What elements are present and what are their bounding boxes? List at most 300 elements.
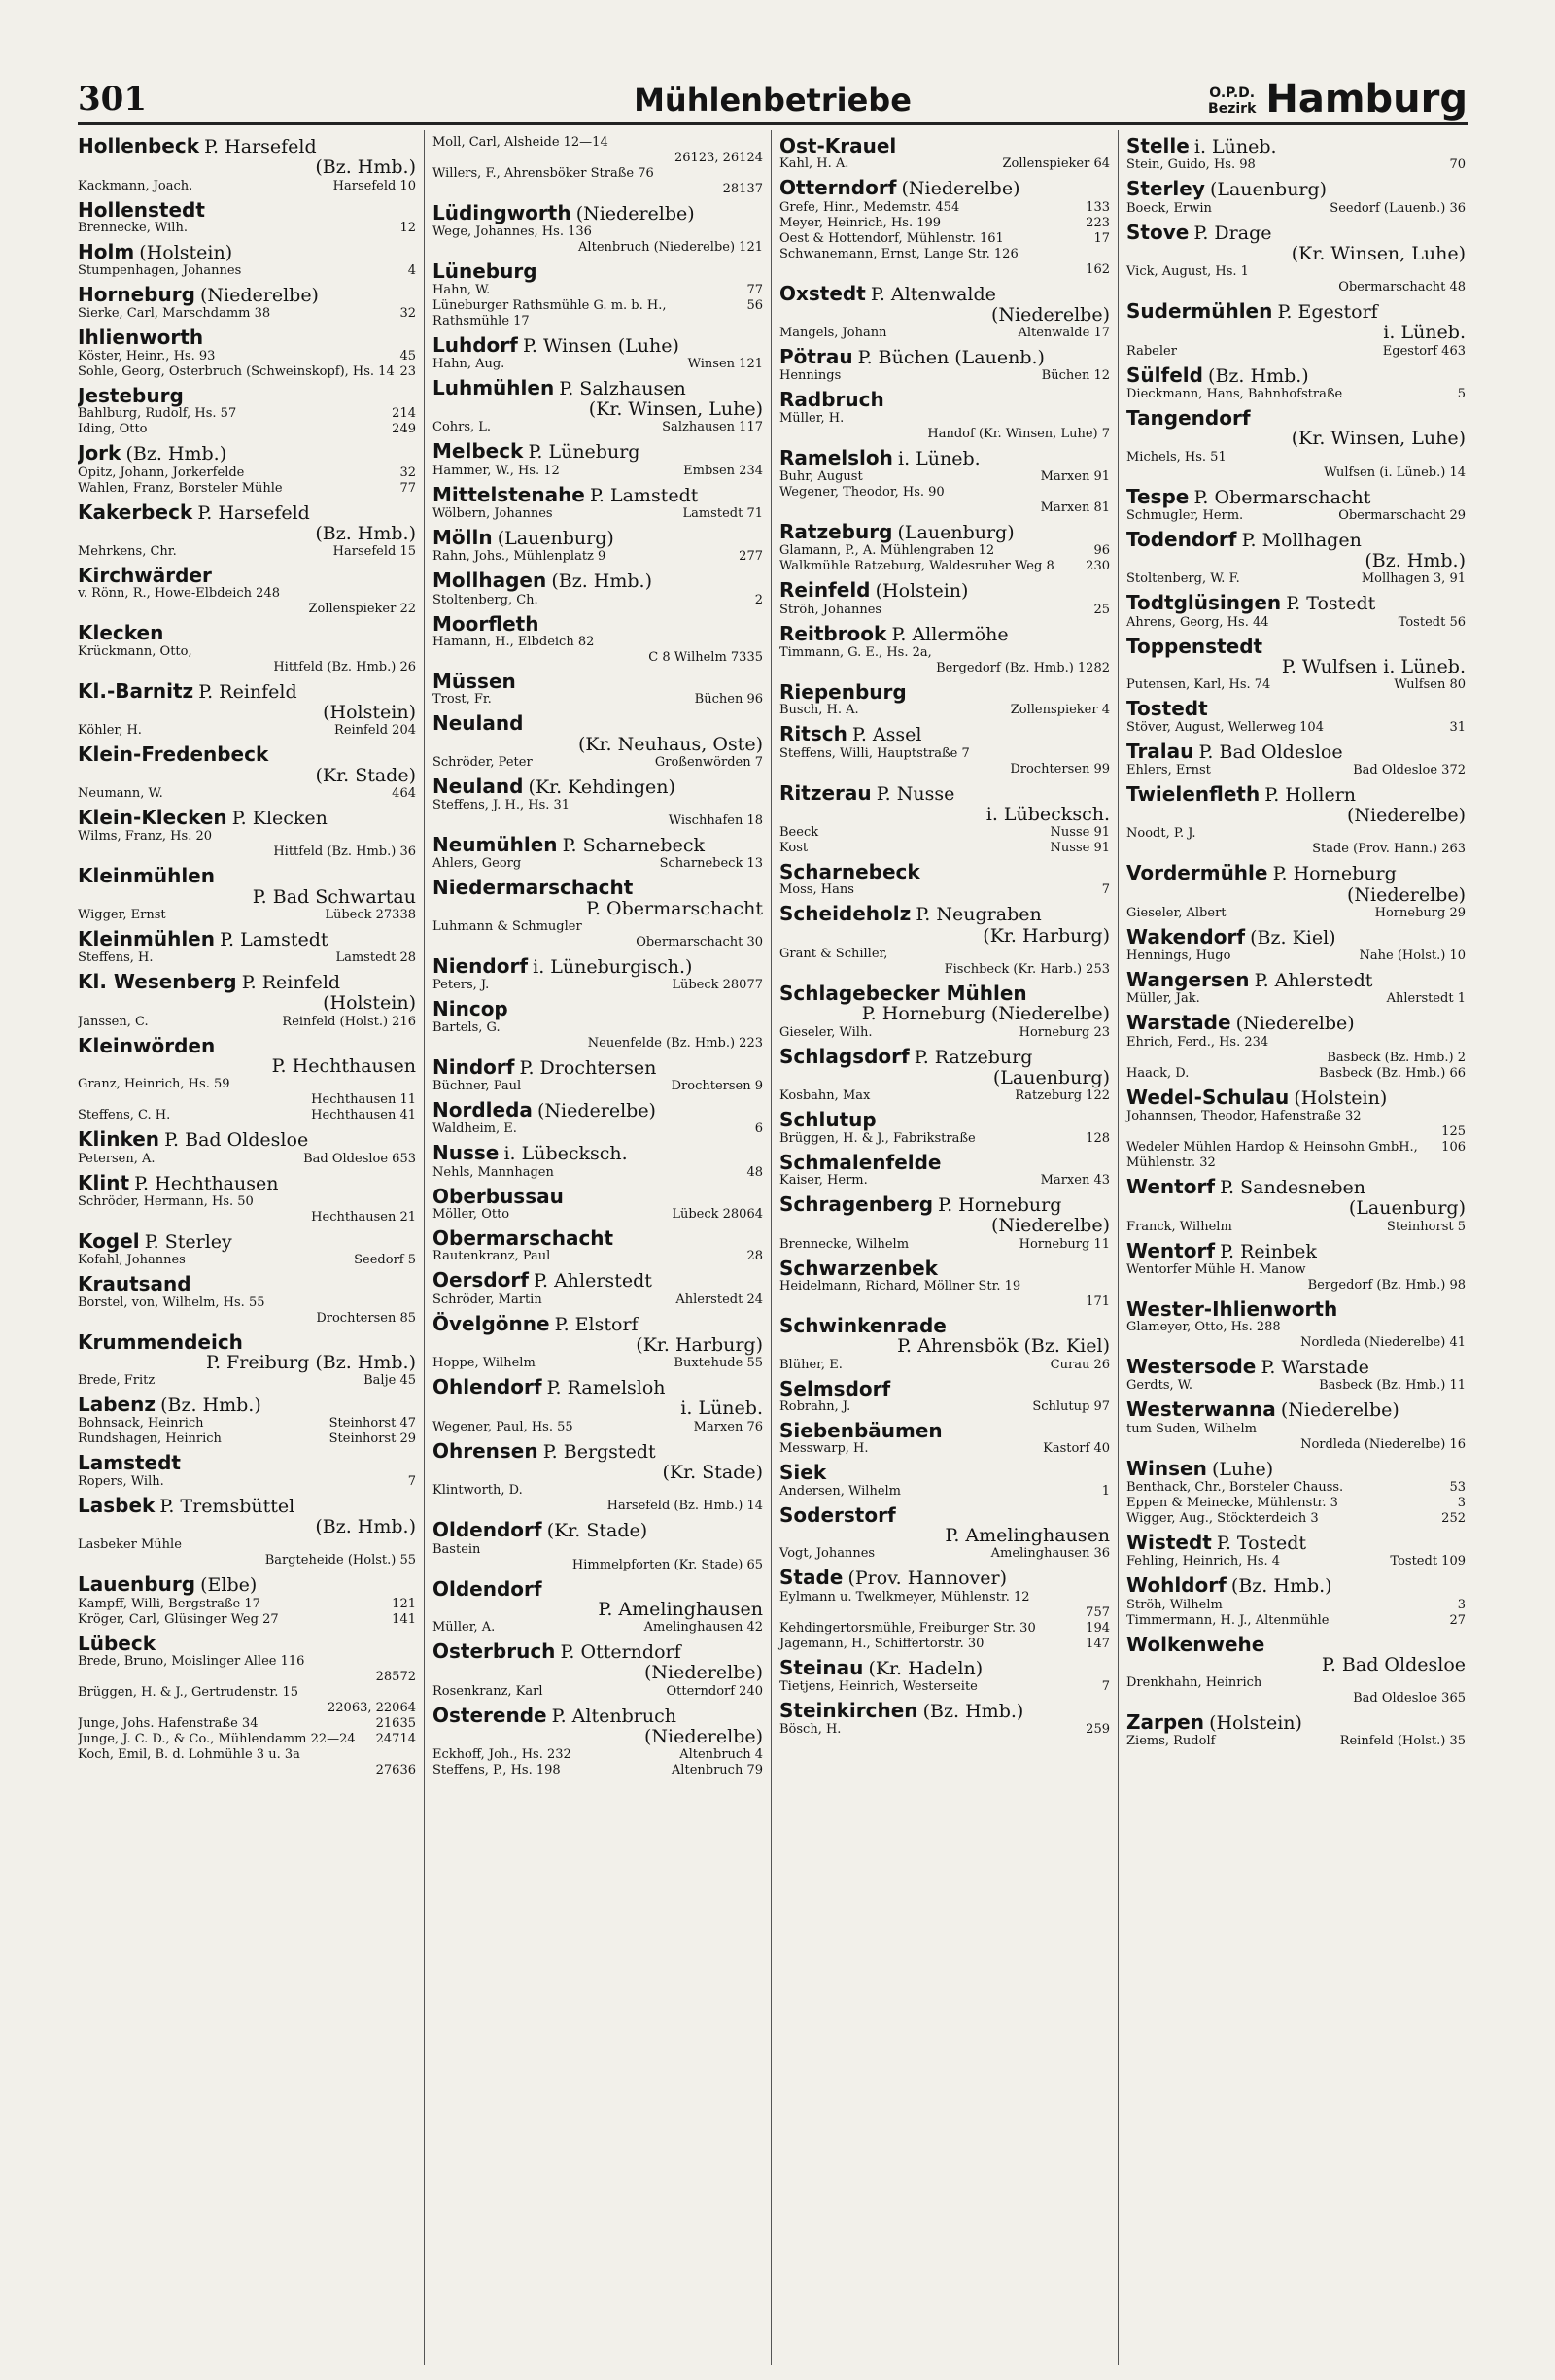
entry-address: Embsen 234 (683, 463, 763, 478)
place-qualifier: (Luhe) (1211, 1458, 1274, 1480)
place-block (1126, 741, 1466, 778)
place-heading (1126, 1532, 1466, 1554)
place-name: Oxstedt (779, 281, 866, 305)
place-heading (432, 1227, 763, 1249)
entry-continuation: Bad Oldesloe 365 (1353, 1691, 1466, 1707)
mill-entry (1126, 344, 1466, 360)
place-heading (779, 135, 1110, 156)
mill-entry (78, 1597, 416, 1612)
entry-name: Rosenkranz, Karl (432, 1683, 543, 1699)
entry-continuation: Stade (Prov. Hann.) 263 (1312, 842, 1466, 857)
mill-entry (1126, 1598, 1466, 1613)
mill-entry (78, 1732, 416, 1747)
place-qualifier: P. Obermarschacht (1193, 486, 1371, 508)
entry-name: Borstel, von, Wilhelm, Hs. 55 (78, 1294, 265, 1310)
entry-address: Seedorf 5 (354, 1253, 416, 1268)
place-name: Radbruch (779, 388, 884, 412)
place-block (78, 928, 416, 966)
place-qualifier: (Niederelbe) (536, 1100, 656, 1122)
entry-address: Tostedt 109 (1390, 1554, 1466, 1569)
entry-address: Nusse 91 (1050, 825, 1110, 841)
mill-entry (779, 1399, 1110, 1415)
place-name: Labenz (78, 1393, 156, 1417)
place-qualifier-line: P. Amelinghausen (598, 1598, 763, 1620)
entry-name: Schmugler, Herm. (1126, 507, 1244, 523)
place-qualifier: P. Ratzeburg (914, 1046, 1033, 1068)
entry-address: Lübeck 28064 (672, 1206, 763, 1222)
place-name: Steinkirchen (779, 1698, 918, 1722)
mill-entry (432, 798, 763, 813)
place-block (78, 680, 416, 740)
mill-entry (78, 1431, 416, 1447)
mill-entry (779, 1279, 1110, 1294)
place-name: Mollhagen (432, 569, 547, 593)
mill-entry (779, 1131, 1110, 1147)
entry-name: Wedeler Mühlen Hardop & Heinsohn GmbH., Mühlenstr. 32 (1126, 1140, 1418, 1171)
entry-address: 4 (407, 263, 416, 279)
entry-address: Lamstedt 28 (335, 950, 416, 966)
entry-address: 2 (754, 592, 763, 607)
entry-address: Steinhorst 29 (328, 1431, 416, 1447)
place-qualifier: (Holstein) (1294, 1087, 1388, 1109)
entry-name: Bösch, H. (779, 1722, 842, 1738)
place-name: Oldendorf (432, 1518, 542, 1542)
place-block (779, 283, 1110, 342)
entry-address: Lamstedt 71 (682, 505, 763, 521)
entry-continuation: 28572 (375, 1670, 416, 1685)
place-heading (432, 569, 763, 592)
mill-entry (432, 1420, 763, 1435)
place-block (432, 1640, 763, 1700)
entry-continuation: 27636 (375, 1763, 416, 1778)
place-block (78, 807, 416, 860)
entry-name: Johannsen, Theodor, Hafenstraße 32 (1126, 1109, 1362, 1124)
place-heading (779, 1109, 1110, 1130)
place-heading (78, 1633, 416, 1654)
mill-entry (779, 326, 1110, 341)
entry-name: Glamann, P., A. Mühlengraben 12 (779, 543, 995, 559)
place-name: Lüdingworth (432, 201, 571, 224)
mill-entry (779, 1441, 1110, 1457)
mill-entry (779, 231, 1110, 247)
place-block (779, 177, 1110, 277)
place-block (1126, 486, 1466, 524)
place-heading (432, 377, 763, 399)
place-name: Obermarschacht (432, 1225, 614, 1250)
place-name: Mölln (432, 525, 493, 549)
place-name: Wedel-Schulau (1126, 1085, 1290, 1109)
mill-entry (432, 755, 763, 771)
mill-entry (1126, 720, 1466, 736)
entry-name: Wentorfer Mühle H. Manow (1126, 1261, 1306, 1277)
place-name: Stove (1126, 220, 1190, 244)
place-heading (78, 1495, 416, 1517)
mill-entry (779, 825, 1110, 841)
entry-name: Hahn, W. (432, 282, 491, 297)
place-block (78, 135, 416, 194)
mill-entry (78, 586, 416, 602)
entry-address: Ahlerstedt 1 (1386, 991, 1466, 1007)
entry-name: Ströh, Johannes (779, 602, 882, 617)
place-heading (432, 527, 763, 549)
entry-address: Hechthausen 41 (311, 1108, 416, 1123)
place-name: Wistedt (1126, 1531, 1212, 1554)
place-block (78, 565, 416, 617)
place-name: Luhmühlen (432, 375, 555, 399)
entry-continuation: Altenbruch (Niederelbe) 121 (578, 240, 763, 256)
place-name: Warstade (1126, 1011, 1231, 1035)
entry-address: Lübeck 27338 (325, 907, 416, 922)
entry-name: Rautenkranz, Paul (432, 1249, 551, 1264)
entry-name: Schröder, Hermann, Hs. 50 (78, 1193, 254, 1209)
entry-address: 6 (754, 1121, 763, 1137)
place-qualifier: P. Egestorf (1277, 301, 1378, 324)
place-qualifier-line: i. Lüneb. (680, 1397, 763, 1420)
place-qualifier-line: P. Horneburg (Niederelbe) (861, 1003, 1110, 1025)
mill-entry (779, 603, 1110, 618)
mill-entry (1126, 677, 1466, 693)
mill-entry (1126, 1554, 1466, 1569)
entry-name: Trost, Fr. (432, 692, 492, 707)
place-block (78, 199, 416, 236)
place-block (1126, 698, 1466, 735)
place-block (1126, 636, 1466, 694)
place-heading (779, 681, 1110, 703)
place-name: Reinfeld (779, 578, 871, 603)
place-qualifier: P. Ramelsloh (546, 1377, 666, 1399)
entry-name: Müller, Jak. (1126, 991, 1200, 1007)
place-heading (1126, 364, 1466, 387)
bezirk-label: O.P.D. Bezirk (1208, 86, 1257, 117)
place-block (779, 135, 1110, 172)
place-block (78, 284, 416, 322)
entry-name: Vogt, Johannes (779, 1546, 876, 1562)
entry-address: Amelinghausen 42 (643, 1620, 763, 1636)
entry-address: 1 (1101, 1483, 1110, 1499)
mill-entry (432, 593, 763, 608)
entry-name: Eylmann u. Twelkmeyer, Mühlenstr. 12 (779, 1589, 1030, 1604)
place-name: Nordleda (432, 1098, 533, 1122)
entry-address: 28 (746, 1249, 763, 1264)
mill-entry (432, 166, 763, 182)
place-name: Wester-Ihlienworth (1126, 1296, 1338, 1321)
mill-entry (432, 464, 763, 479)
entry-address: Drochtersen 9 (671, 1079, 763, 1094)
place-block (432, 440, 763, 478)
place-heading (432, 834, 763, 856)
entry-continuation: Handof (Kr. Winsen, Luhe) 7 (927, 426, 1110, 441)
place-qualifier: (Elbe) (200, 1574, 258, 1597)
place-name: Jesteburg (78, 383, 184, 407)
place-block (1126, 407, 1466, 481)
place-name: Kleinmühlen (78, 864, 215, 888)
entry-address: Nusse 91 (1050, 841, 1110, 856)
entry-name: Glameyer, Otto, Hs. 288 (1126, 1320, 1281, 1335)
entry-name: Steffens, J. H., Hs. 31 (432, 798, 570, 813)
place-name: Luhdorf (432, 332, 518, 357)
mill-entry (432, 1020, 763, 1036)
entry-address: 277 (739, 549, 763, 565)
place-qualifier: P. Drage (1193, 222, 1272, 244)
mill-entry (1126, 264, 1466, 280)
place-block (1126, 1087, 1466, 1171)
mill-entry (432, 1483, 763, 1499)
entry-name: Hoppe, Wilhelm (432, 1356, 536, 1371)
entry-name: Stein, Guido, Hs. 98 (1126, 157, 1256, 173)
directory-column (425, 130, 772, 2365)
place-qualifier: i. Lüneburgisch.) (533, 956, 693, 979)
place-name: Scharnebeck (779, 860, 920, 884)
directory-column (78, 130, 425, 2365)
place-heading (779, 346, 1110, 368)
place-name: Schragenberg (779, 1191, 934, 1216)
place-heading (1126, 1711, 1466, 1734)
entry-name: Iding, Otto (78, 422, 148, 437)
place-block (432, 1186, 763, 1223)
place-block (779, 903, 1110, 978)
place-qualifier-line: (Kr. Neuhaus, Oste) (577, 733, 763, 755)
entry-name: Brede, Fritz (78, 1373, 156, 1389)
mill-entry (779, 559, 1110, 574)
place-heading (779, 1504, 1110, 1526)
place-name: Ohlendorf (432, 1375, 542, 1399)
place-block (1126, 529, 1466, 588)
mill-entry (779, 156, 1110, 172)
entry-name: Noodt, P. J. (1126, 826, 1196, 842)
entry-address: 214 (392, 406, 416, 422)
mill-entry (1126, 826, 1466, 842)
entry-name: Schwanemann, Ernst, Lange Str. 126 (779, 246, 1019, 261)
place-qualifier: P. Ahlerstedt (534, 1270, 652, 1293)
entry-name: Messwarp, H. (779, 1441, 869, 1457)
place-block (1126, 135, 1466, 173)
entry-continuation: Marxen 81 (1040, 500, 1110, 516)
place-block (1126, 1012, 1466, 1081)
place-qualifier: (Kr. Stade) (546, 1520, 648, 1542)
entry-name: Grant & Schiller, (779, 947, 888, 962)
place-heading (1126, 862, 1466, 884)
place-heading (78, 1273, 416, 1294)
place-qualifier-line: (Niederelbe) (1347, 883, 1466, 906)
place-name: Mittelstenahe (432, 482, 585, 506)
place-block (779, 579, 1110, 617)
mill-entry (1126, 1140, 1466, 1171)
place-heading (432, 440, 763, 463)
mill-entry (78, 1295, 416, 1311)
place-heading (1126, 300, 1466, 323)
place-heading (78, 680, 416, 703)
place-name: Todtglüsingen (1126, 591, 1282, 615)
entry-name: Eckhoff, Joh., Hs. 232 (432, 1747, 571, 1763)
entry-continuation: Fischbeck (Kr. Harb.) 253 (944, 962, 1110, 978)
place-name: Wangersen (1126, 968, 1250, 992)
place-qualifier: P. Assel (851, 724, 922, 746)
mill-entry (1126, 450, 1466, 466)
mill-entry (1126, 1109, 1466, 1124)
mill-entry (779, 645, 1110, 661)
entry-address: 27 (1449, 1612, 1466, 1628)
place-heading (779, 283, 1110, 305)
place-qualifier: P. Neugraben (916, 904, 1042, 926)
entry-address: Kastorf 40 (1043, 1441, 1110, 1457)
mill-entry (779, 1358, 1110, 1373)
entry-name: Kofahl, Johannes (78, 1253, 186, 1268)
mill-entry (78, 1474, 416, 1490)
place-qualifier-line: (Lauenburg) (1348, 1197, 1466, 1220)
entry-address: Scharnebeck 13 (659, 856, 763, 872)
entry-name: Franck, Wilhelm (1126, 1219, 1232, 1234)
place-block (432, 613, 763, 666)
place-heading (78, 501, 416, 524)
place-qualifier: P. Lamstedt (589, 484, 699, 506)
place-name: Nusse (432, 1141, 500, 1165)
entry-name: Hahn, Aug. (432, 356, 505, 371)
place-qualifier: (Prov. Hannover) (847, 1568, 1007, 1590)
mill-entry (1126, 949, 1466, 964)
entry-address: Nahe (Holst.) 10 (1359, 949, 1466, 964)
mill-entry (779, 1025, 1110, 1041)
place-block (1126, 1634, 1466, 1707)
entry-continuation: Bargteheide (Holst.) 55 (264, 1553, 416, 1569)
place-name: Wohldorf (1126, 1573, 1227, 1598)
place-heading (779, 1378, 1110, 1399)
place-qualifier: (Niederelbe) (575, 203, 695, 224)
place-name: Siebenbäumen (779, 1418, 943, 1442)
place-block (432, 1440, 763, 1515)
place-name: Lübeck (78, 1631, 156, 1655)
place-heading (779, 521, 1110, 543)
entry-name: Köhler, H. (78, 723, 142, 739)
place-block (432, 1313, 763, 1372)
mill-entry (779, 882, 1110, 898)
place-block (779, 723, 1110, 776)
place-qualifier: P. Bad Oldesloe (1198, 741, 1343, 763)
place-heading (779, 983, 1110, 1004)
entry-address: Altenwalde 17 (1018, 326, 1110, 341)
mill-entry (432, 978, 763, 993)
mill-entry (78, 1654, 416, 1670)
place-block (779, 1046, 1110, 1105)
entry-address: Ratzeburg 122 (1015, 1088, 1110, 1104)
mill-entry (1126, 991, 1466, 1007)
place-block (1126, 862, 1466, 921)
entry-continuation: 162 (1086, 261, 1110, 277)
place-heading (78, 928, 416, 950)
place-block (779, 1258, 1110, 1310)
place-heading (779, 723, 1110, 745)
entry-continuation: Harsefeld (Bz. Hmb.) 14 (606, 1499, 763, 1514)
place-name: Hollenstedt (78, 197, 205, 222)
mill-entry (78, 1253, 416, 1268)
place-name: Osterbruch (432, 1639, 556, 1664)
place-name: Toppenstedt (1126, 634, 1263, 658)
mill-entry (432, 1121, 763, 1137)
mill-entry (1126, 1675, 1466, 1691)
entry-address: Steinhorst 47 (328, 1416, 416, 1431)
entry-name: Timmann, G. E., Hs. 2a, (779, 644, 932, 660)
place-name: Oersdorf (432, 1268, 529, 1293)
entry-address: Horneburg 29 (1374, 905, 1466, 920)
entry-name: Drenkhahn, Heinrich (1126, 1675, 1262, 1691)
place-qualifier: P. Elstorf (554, 1313, 639, 1335)
place-name: Oldendorf (432, 1576, 542, 1601)
place-block (78, 442, 416, 496)
place-qualifier: P. Hollern (1264, 783, 1357, 806)
entry-address: Amelinghausen 36 (990, 1546, 1110, 1562)
mill-entry (1126, 1320, 1466, 1335)
entry-continuation: Zollenspieker 22 (308, 602, 416, 617)
mill-entry (432, 1207, 763, 1223)
place-qualifier: i. Lüneb. (1193, 136, 1277, 157)
entry-name: Ropers, Wilh. (78, 1473, 164, 1489)
entry-address: Schlutup 97 (1032, 1398, 1110, 1414)
place-name: Westersode (1126, 1355, 1257, 1379)
entry-name: Ehlers, Ernst (1126, 762, 1211, 777)
place-block (779, 1152, 1110, 1189)
place-qualifier: P. Büchen (Lauenb.) (857, 347, 1045, 369)
entry-continuation: 22063, 22064 (328, 1701, 416, 1716)
place-heading (1126, 222, 1466, 244)
entry-address: 25 (1093, 602, 1110, 617)
mill-entry (78, 179, 416, 194)
mill-entry (78, 481, 416, 497)
place-qualifier: (Niederelbe) (199, 285, 319, 307)
entry-address: 7 (1101, 882, 1110, 898)
place-qualifier-line: P. Ahrensbök (Bz. Kiel) (897, 1335, 1110, 1358)
entry-address: 259 (1086, 1722, 1110, 1738)
entry-name: Lüneburger Rathsmühle G. m. b. H., Rathsmühle 17 (432, 297, 667, 328)
entry-continuation: Hechthausen 11 (311, 1092, 416, 1108)
mill-entry (78, 1373, 416, 1389)
place-qualifier: P. Nusse (876, 782, 955, 805)
place-block (779, 681, 1110, 718)
place-name: Neuland (432, 774, 524, 798)
mill-entry (78, 306, 416, 322)
place-name: Schlutup (779, 1108, 877, 1132)
entry-continuation: 171 (1086, 1293, 1110, 1309)
place-heading (779, 1657, 1110, 1679)
place-name: Ramelsloh (779, 445, 893, 469)
place-block (78, 1495, 416, 1569)
mill-entry (78, 1747, 416, 1763)
place-block (1126, 1298, 1466, 1351)
place-qualifier: (Holstein) (875, 580, 969, 603)
entry-address: Zollenspieker 4 (1010, 703, 1110, 718)
place-block (779, 983, 1110, 1041)
mill-entry (78, 349, 416, 364)
place-qualifier-line: i. Lübecksch. (985, 803, 1110, 825)
entry-name: Müller, A. (432, 1620, 496, 1636)
entry-address: Harsefeld 15 (332, 544, 416, 560)
place-heading (432, 1099, 763, 1121)
mill-entry (779, 200, 1110, 216)
entry-continuation: Wischhafen 18 (668, 813, 763, 829)
place-block (779, 623, 1110, 676)
entry-continuation: Hittfeld (Bz. Hmb.) 36 (273, 845, 416, 860)
place-name: Lüneburg (432, 259, 537, 284)
entry-address: Reinfeld (Holst.) 35 (1339, 1734, 1466, 1749)
place-qualifier: P. Mollhagen (1241, 529, 1362, 551)
entry-name: v. Rönn, R., Howe-Elbdeich 248 (78, 586, 280, 602)
entry-address: 7 (1101, 1678, 1110, 1694)
entry-name: Rahn, Johs., Mühlenplatz 9 (432, 549, 606, 565)
place-qualifier-line: (Niederelbe) (644, 1662, 763, 1684)
entry-name: Büchner, Paul (432, 1079, 522, 1094)
entry-address: Steinhorst 5 (1386, 1219, 1466, 1234)
mill-entry (779, 703, 1110, 718)
place-name: Tostedt (1126, 697, 1208, 721)
mill-entry (1126, 1220, 1466, 1235)
